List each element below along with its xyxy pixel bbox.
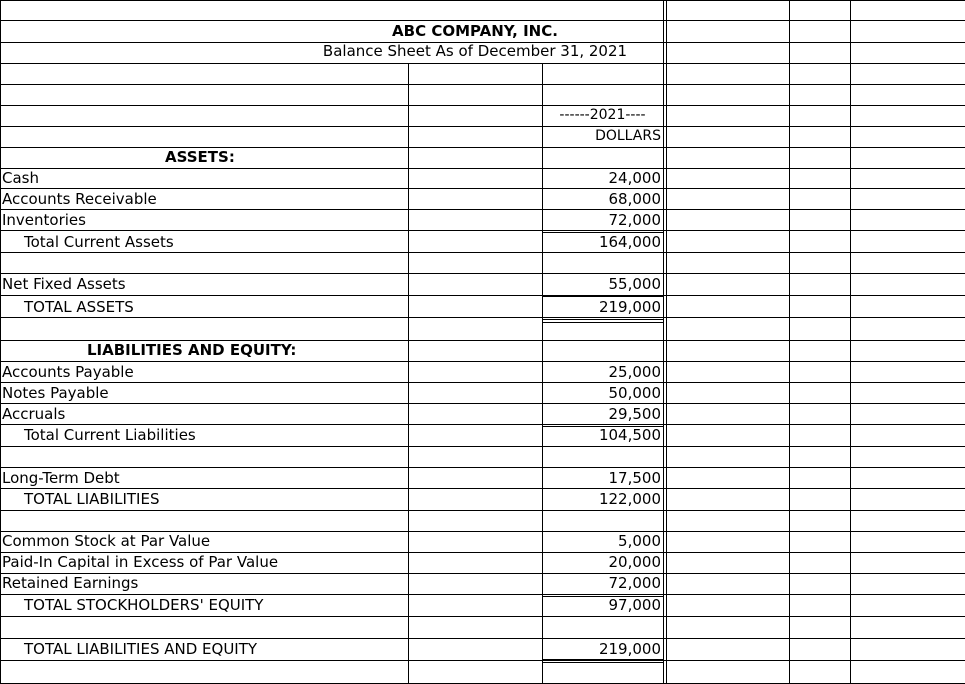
line-item-value: 72,000 [608, 574, 661, 592]
year-column-header: ------2021---- [559, 107, 646, 123]
statement-subtitle: Balance Sheet As of December 31, 2021 [322, 42, 628, 60]
grid-line [663, 0, 664, 684]
subtotal-label: Total Current Assets [24, 233, 174, 251]
grid-line [0, 105, 965, 106]
total-label: TOTAL STOCKHOLDERS' EQUITY [24, 596, 264, 614]
grid-line [0, 273, 965, 274]
grid-line [0, 0, 1, 684]
grid-line [0, 209, 965, 210]
line-item-label: Accounts Payable [2, 363, 134, 381]
line-item-label: Net Fixed Assets [2, 275, 126, 293]
subtotal-label: Total Current Liabilities [24, 426, 196, 444]
grid-line [0, 0, 965, 1]
line-item-value: 24,000 [608, 169, 661, 187]
liabilities-heading: LIABILITIES AND EQUITY: [87, 341, 297, 359]
line-item-value: 17,500 [608, 469, 661, 487]
line-item-label: Cash [2, 169, 39, 187]
subtotal-value: 164,000 [598, 233, 661, 251]
unit-column-header: DOLLARS [595, 128, 661, 144]
subtotal-value: 104,500 [598, 426, 661, 444]
line-item-label: Notes Payable [2, 384, 109, 402]
grid-line [0, 616, 965, 617]
line-item-value: 50,000 [608, 384, 661, 402]
grid-line [0, 168, 965, 169]
grid-line [0, 382, 965, 383]
line-item-value: 20,000 [608, 553, 661, 571]
grid-line [0, 446, 965, 447]
grid-line [0, 126, 965, 127]
double-underline [542, 322, 663, 323]
total-value: 219,000 [598, 298, 661, 316]
line-item-label: Inventories [2, 211, 86, 229]
line-item-label: Accounts Receivable [2, 190, 157, 208]
grid-line [0, 63, 965, 64]
grid-line [0, 660, 965, 661]
grid-line [0, 317, 965, 318]
line-item-value: 5,000 [618, 532, 661, 550]
grid-line [789, 0, 790, 684]
line-item-label: Common Stock at Par Value [2, 532, 211, 550]
grid-line [0, 403, 965, 404]
grid-line [0, 510, 965, 511]
double-underline [542, 319, 663, 320]
grand-total-value: 219,000 [598, 640, 661, 658]
line-item-value: 72,000 [608, 211, 661, 229]
line-item-label: Retained Earnings [2, 574, 139, 592]
grid-line [666, 0, 667, 684]
grid-line [0, 573, 965, 574]
double-underline [542, 659, 663, 660]
total-label: TOTAL ASSETS [24, 298, 134, 316]
line-item-label: Accruals [2, 405, 66, 423]
grid-line [0, 361, 965, 362]
grid-line [0, 295, 965, 296]
line-item-value: 25,000 [608, 363, 661, 381]
grid-line [0, 84, 965, 85]
line-item-label: Paid-In Capital in Excess of Par Value [2, 553, 279, 571]
grand-total-label: TOTAL LIABILITIES AND EQUITY [24, 640, 258, 658]
total-value: 97,000 [608, 596, 661, 614]
double-underline [542, 662, 663, 663]
grid-line [850, 0, 851, 684]
grid-line [408, 63, 409, 684]
line-item-value: 29,500 [608, 405, 661, 423]
grid-line [0, 252, 965, 253]
company-name: ABC COMPANY, INC. [392, 22, 558, 40]
assets-heading: ASSETS: [165, 148, 235, 166]
line-item-value: 55,000 [608, 275, 661, 293]
grid-line [0, 230, 965, 231]
line-item-value: 68,000 [608, 190, 661, 208]
line-item-label: Long-Term Debt [2, 469, 120, 487]
grid-line [0, 147, 965, 148]
grid-line [0, 467, 965, 468]
total-label: TOTAL LIABILITIES [24, 490, 160, 508]
total-value: 122,000 [598, 490, 661, 508]
